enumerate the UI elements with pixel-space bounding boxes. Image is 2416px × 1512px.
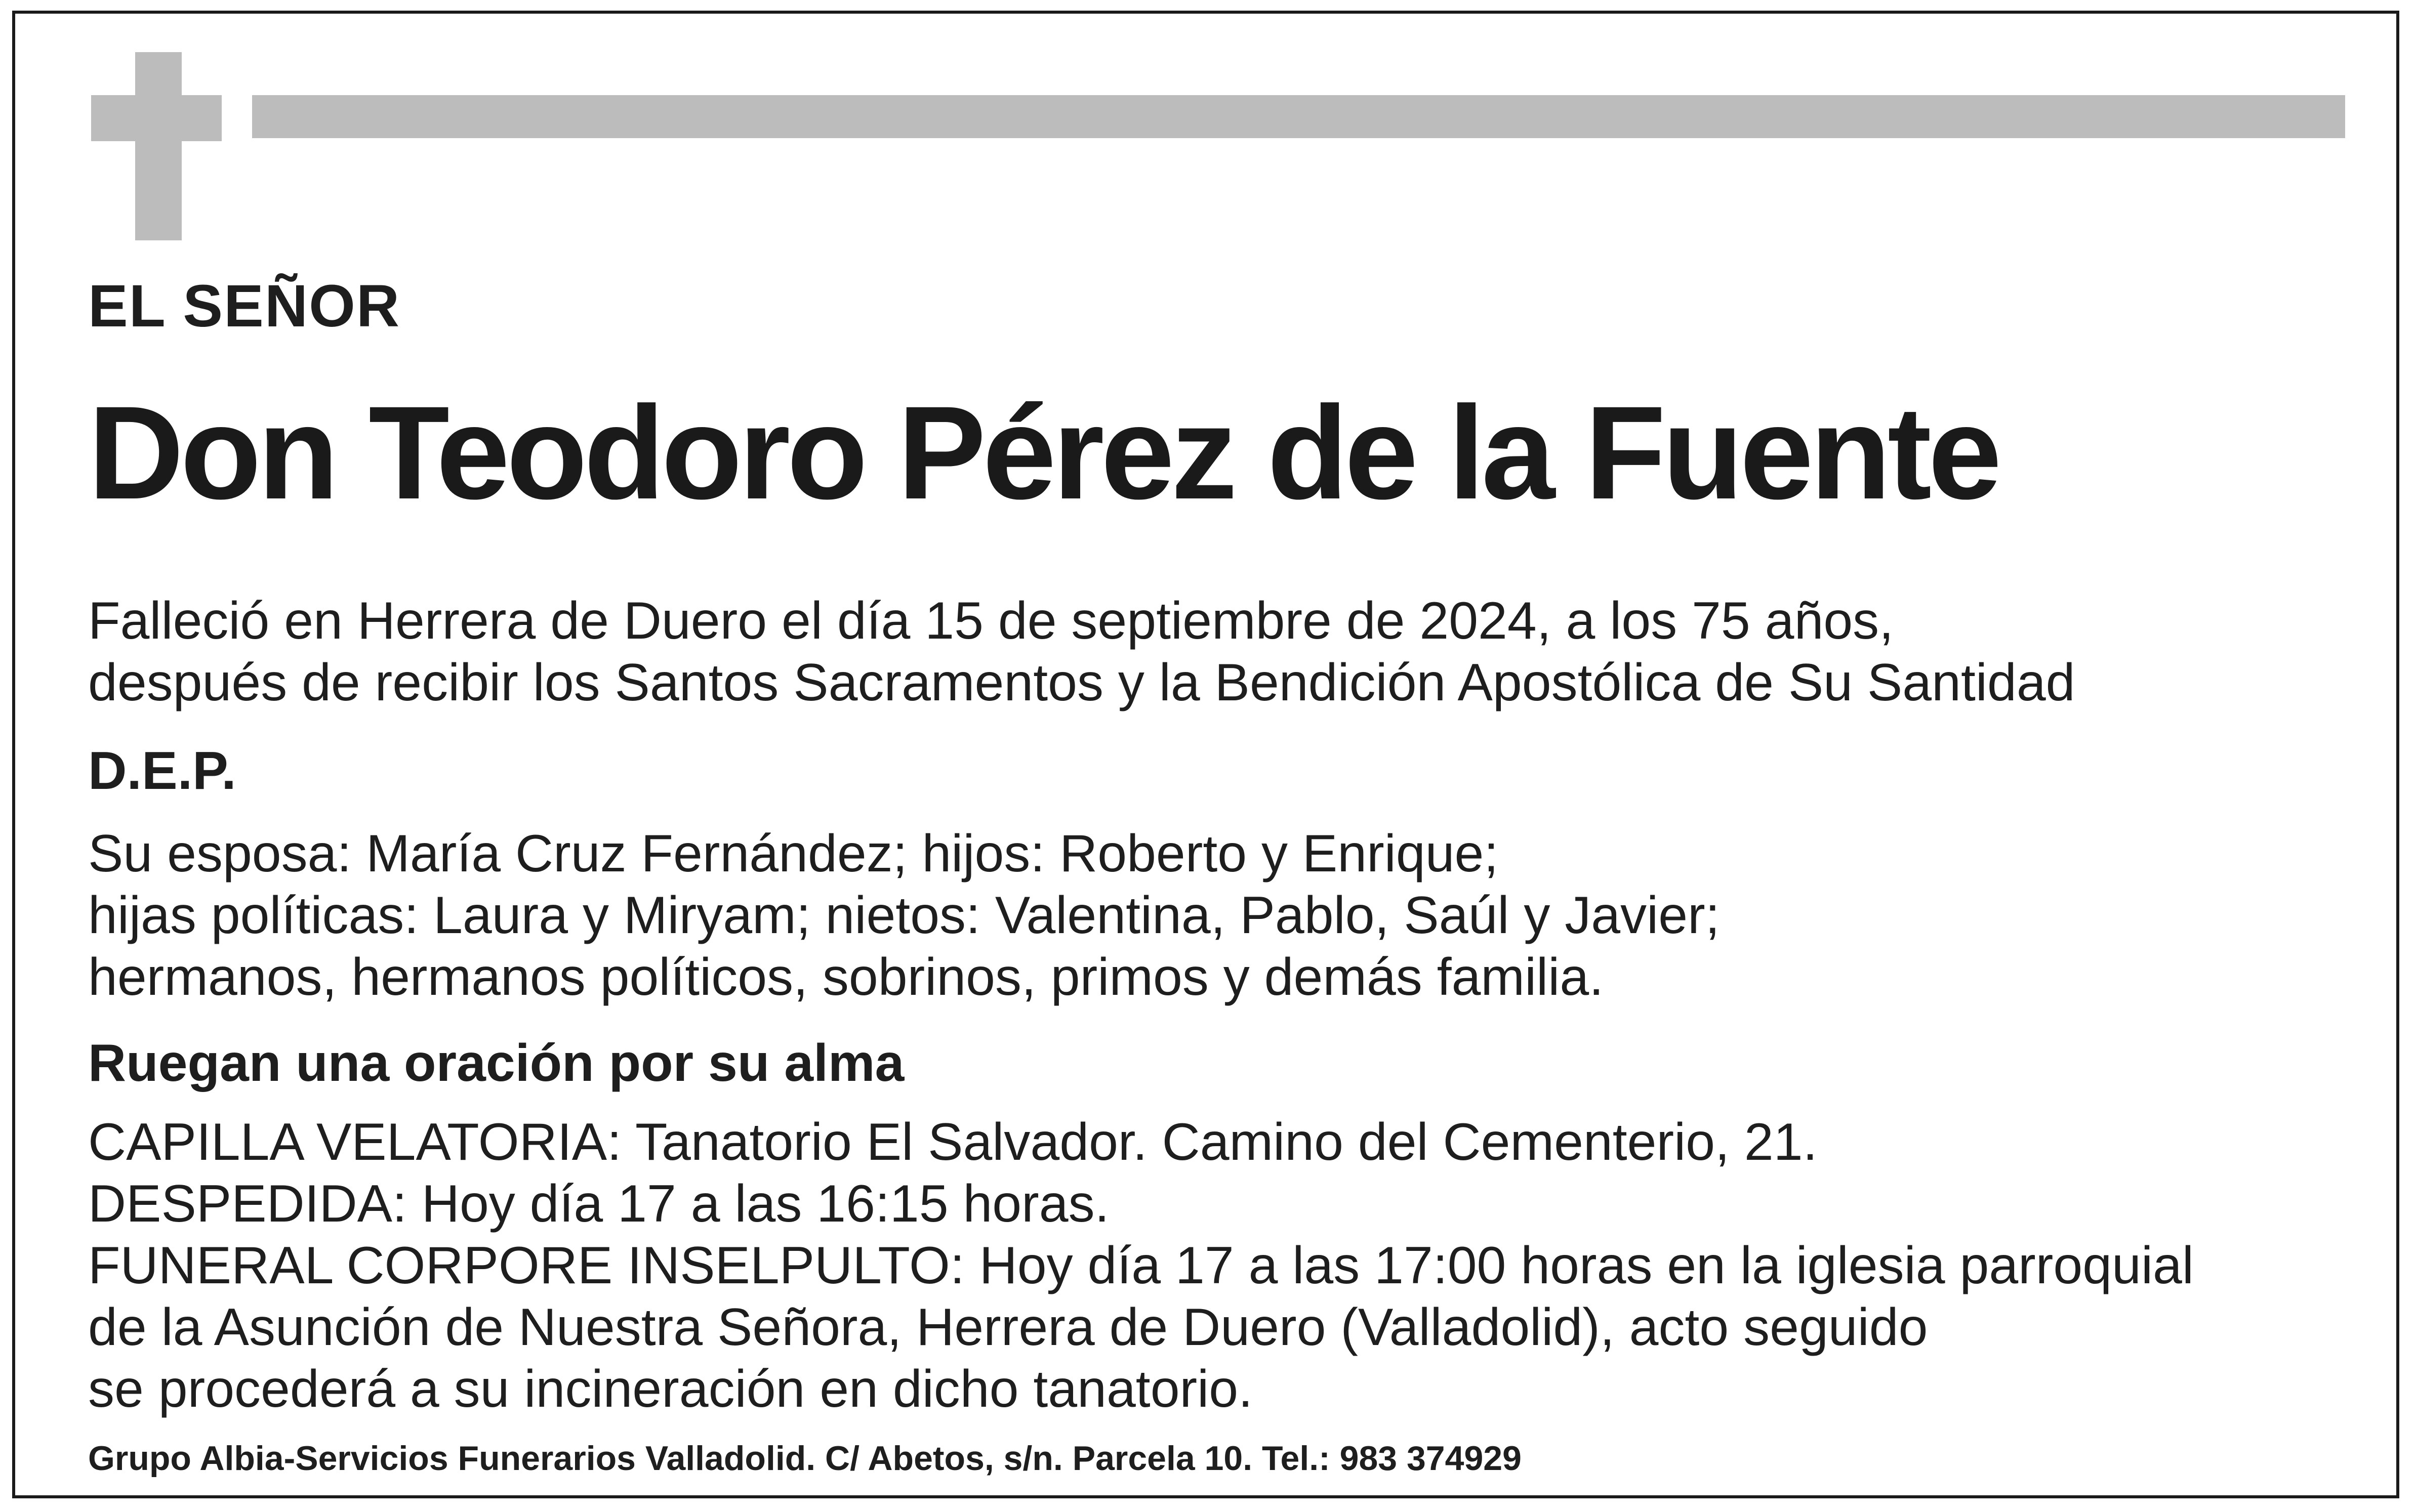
service-line: de la Asunción de Nuestra Señora, Herrera de Duero (Valladolid), acto seguido [88,1298,1928,1357]
family-line: Su esposa: María Cruz Fernández; hijos: Roberto y Enrique; [88,824,1499,883]
service-line: se procederá a su incineración en dicho tanatorio. [88,1360,1253,1418]
family-list [88,823,1720,1008]
family-line: hijas políticas: Laura y Miryam; nietos: Valentina, Pablo, Saúl y Javier; [88,886,1720,945]
service-line: FUNERAL CORPORE INSELPULTO: Hoy día 17 a las 17:00 horas en la iglesia parroquial [88,1236,2194,1295]
service-line: CAPILLA VELATORIA: Tanatorio El Salvador. Camino del Cementerio, 21. [88,1113,1818,1171]
dep-text: D.E.P. [88,741,236,801]
cross-vertical-bar [135,52,182,240]
death-line: Falleció en Herrera de Duero el día 15 de septiembre de 2024, a los 75 años, [88,592,1894,650]
service-details [88,1111,2194,1420]
death-announcement [88,590,2075,713]
honorific: EL SEÑOR [88,273,401,340]
cross-horizontal-bar [91,95,222,141]
funeral-home-footer: Grupo Albia-Servicios Funerarios Valladolid. C/ Abetos, s/n. Parcela 10. Tel.: 983 374929 [88,1439,1522,1478]
death-line: después de recibir los Santos Sacramentos y la Bendición Apostólica de Su Santidad [88,653,2075,712]
service-line: DESPEDIDA: Hoy día 17 a las 16:15 horas. [88,1174,1110,1233]
family-line: hermanos, hermanos políticos, sobrinos, primos y demás familia. [88,948,1604,1006]
header-rule [252,95,2345,138]
deceased-name: Don Teodoro Pérez de la Fuente [88,379,1998,527]
prayer-request: Ruegan una oración por su alma [88,1034,905,1093]
